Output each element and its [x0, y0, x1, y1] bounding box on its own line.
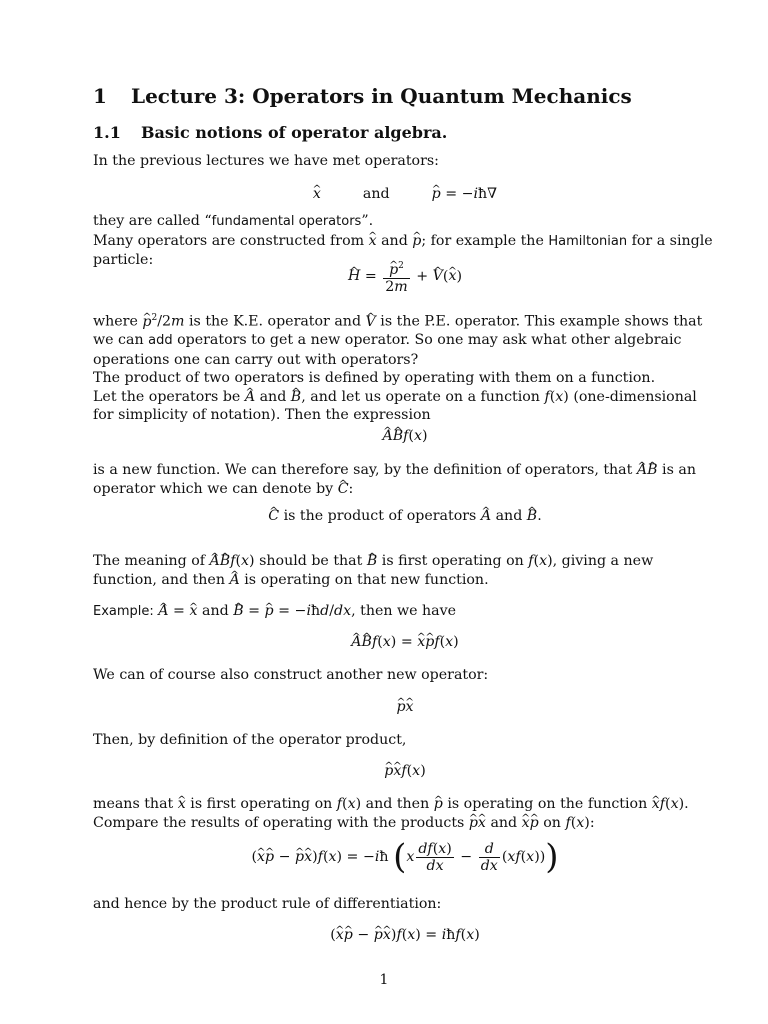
paragraph-product-rule: and hence by the product rule of differentiation: [93, 896, 442, 912]
eq-and: and [362, 186, 390, 202]
subsection-heading [93, 123, 447, 142]
term-fundamental-operators: fundamental operators [211, 214, 362, 229]
subsection-title: Basic notions of operator algebra. [141, 123, 448, 142]
equation-abf: A ^B ^f(x) [93, 428, 717, 444]
subsection-number: 1.1 [93, 123, 121, 142]
paragraph-means: means that x ^ is first operating on f(x) and then p ^ is operating on the function x ^f(x). Compare the results of operating with the products p ^x ^ and x ^p ^ on f(x): [93, 795, 717, 832]
equation-example: A ^B ^f(x) = x ^p ^f(x) [93, 634, 717, 650]
section-number: 1 [93, 84, 107, 108]
term-add: add [148, 333, 173, 349]
paragraph-intro: In the previous lectures we have met operators: [93, 153, 439, 169]
paragraph-ke-pe: where p ^$^2$/2m is the K.E. operator and V ^ is the P.E. operator. This example shows that we can add operators to get a new operator. So one may ask what other algebraic operations one can carry out with operators? The product of two operators is defined by operating with them on a function. Let the operators be A ^ and B ^, and let us operate on a function f(x) (one-dimensional for simplicity of notation). Then the expression [93, 309, 717, 425]
equation-pxf: p ^x ^f(x) [93, 763, 717, 779]
section-title: Lecture 3: Operators in Quantum Mechanics [131, 84, 632, 108]
equation-commutator-expanded: (x ^p ^ − p ^x ^)f(x) = −iħ (x $\frac{df(x)}{dx}$ − $\frac{d}{dx}$ (xf(x))) [93, 840, 717, 874]
paragraph-meaning: The meaning of A ^B ^f(x) should be that B ^ is first operating on f(x), giving a new function, and then A ^ is operating on that new function. [93, 552, 717, 589]
term-hamiltonian: Hamiltonian [548, 233, 628, 249]
paragraph-example: Example: A ^ = x ^ and B ^ = p ^ = −iħd/dx, then we have [93, 602, 717, 622]
equation-commutator-result: (x ^p ^ − p ^x ^)f(x) = iħf(x) [93, 927, 717, 943]
paragraph-fundamental: they are called “fundamental operators”. Many operators are constructed from x ^ and p ^; for example the Hamiltonian for a single particle: [93, 212, 717, 270]
page-number: 1 [379, 972, 389, 988]
equation-c-product: C ^ is the product of operators A ^ and B ^. [93, 508, 717, 524]
example-label: Example: [93, 604, 154, 619]
equation-hamiltonian: H ^ = $\frac{p \^{}^2}{2m}$ + V ^(x ^) [93, 258, 717, 295]
paragraph-new-function: is a new function. We can therefore say, by the definition of operators, that A ^B ^ is an operator which we can denote by C ^: [93, 461, 717, 498]
paragraph-another-operator: We can of course also construct another new operator: [93, 667, 489, 683]
paragraph-then: Then, by definition of the operator product, [93, 732, 407, 748]
equation-px: p ^x ^ [93, 699, 717, 715]
section-heading [93, 84, 632, 108]
equation-fundamental-operators: x ^ and p ^ = −iħ∇ [93, 186, 717, 202]
